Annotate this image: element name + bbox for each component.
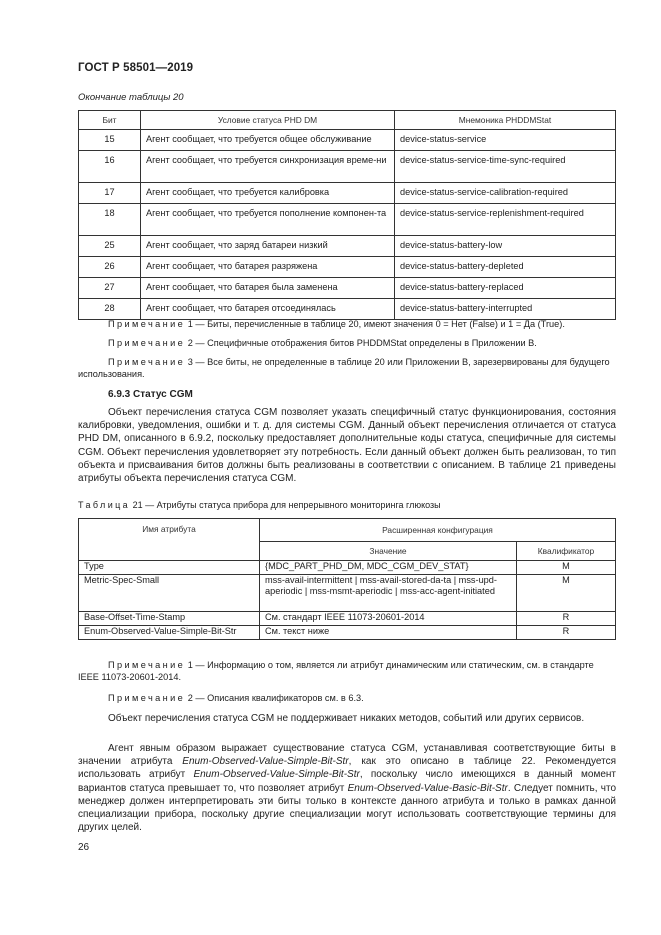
table-row — [79, 299, 616, 320]
mnemonic-cell: device-status-battery-depleted — [395, 257, 616, 278]
attribute-name-cell: Type — [79, 561, 260, 575]
note-text: 2 — Специфичные отображения битов PHDDMStat определены в Приложении B. — [185, 338, 537, 348]
table-20 — [78, 110, 616, 320]
paragraph: Объект перечисления статуса CGM не поддерживает никаких методов, событий или других сервисов. — [108, 713, 585, 724]
note-3 — [78, 356, 616, 380]
mnemonic-cell: device-status-service-time-sync-required — [395, 151, 616, 183]
column-header-extended: Расширенная конфигурация — [260, 519, 616, 542]
table-row — [79, 151, 616, 183]
column-header-mnemonic: Мнемоника PHDDMStat — [395, 111, 616, 130]
bit-cell: 26 — [79, 257, 141, 278]
value-cell: См. стандарт IEEE 11073-20601-2014 — [260, 612, 517, 626]
note-1 — [78, 318, 616, 330]
mnemonic-cell: device-status-service — [395, 130, 616, 151]
note-text: 2 — Описания квалификаторов см. в 6.3. — [185, 693, 364, 703]
mnemonic-cell: device-status-battery-low — [395, 236, 616, 257]
paragraph — [78, 742, 616, 834]
text-run: , как это описано в таблице 22. Рекомендуется использовать атрибут — [78, 756, 617, 781]
note-text: 1 — Информацию о том, является ли атрибут динамическим или статическим, см. в стандарте IEEE 11073-20601-2014. — [78, 660, 594, 682]
column-header-bit: Бит — [79, 111, 141, 130]
section-heading: 6.9.3 Статус CGM — [108, 389, 193, 400]
table-row — [79, 561, 616, 575]
text-run: Агент явным образом выражает существование статуса CGM, устанавливая соответствующие биты в значении атрибута — [78, 743, 616, 768]
note-2 — [78, 337, 616, 349]
column-header-condition: Условие статуса PHD DM — [141, 111, 395, 130]
qualifier-cell: M — [517, 561, 616, 575]
table-row — [79, 575, 616, 612]
paragraph: Объект перечисления статуса CGM позволяет указать специфичный статус функционирования, состояния калибровки, уведомления, ошибки и т. д. для системы CGM. Данный объект перечисления отличается от статуса PHD DM, описанного в 6.9.2, поскольку предоставляет дополнительные коды статуса, специфичные для системы CGM. Объект перечисления удовлетворяет эту потребность. Если данный объект должен быть реализован, то тип объекта и присваивания битов должны быть реализованы в соответствии с описанием. В таблице 21 приведены атрибуты объекта перечисления статуса CGM. — [78, 407, 616, 485]
bit-cell: 25 — [79, 236, 141, 257]
note-label: Примечание — [108, 319, 186, 329]
condition-cell: Агент сообщает, что батарея разряжена — [141, 257, 395, 278]
column-header-qualifier: Квалификатор — [517, 542, 616, 561]
table-row — [79, 278, 616, 299]
value-cell: {MDC_PART_PHD_DM, MDC_CGM_DEV_STAT} — [260, 561, 517, 575]
note-text: 1 — Биты, перечисленные в таблице 20, имеют значения 0 = Нет (False) и 1 = Да (True). — [185, 319, 565, 329]
condition-cell: Агент сообщает, что батарея отсоединялась — [141, 299, 395, 320]
bit-cell: 28 — [79, 299, 141, 320]
attribute-name-cell: Base-Offset-Time-Stamp — [79, 612, 260, 626]
page-number: 26 — [78, 842, 90, 853]
note-label: Примечание — [108, 693, 186, 703]
condition-cell: Агент сообщает, что заряд батареи низкий — [141, 236, 395, 257]
table-row — [79, 626, 616, 640]
table-header-row — [79, 111, 616, 130]
table-row — [79, 204, 616, 236]
bit-cell: 16 — [79, 151, 141, 183]
table20-caption: Окончание таблицы 20 — [78, 92, 184, 103]
note-label: Примечание — [108, 338, 186, 348]
note-label: Примечание — [108, 660, 186, 670]
note-text: 3 — Все биты, не определенные в таблице 20 или Приложении B, зарезервированы для будущего использования. — [78, 357, 610, 379]
condition-cell: Агент сообщает, что требуется синхронизация време-ни — [141, 151, 395, 183]
table-21 — [78, 518, 616, 640]
table-header-row — [79, 519, 616, 542]
bit-cell: 15 — [79, 130, 141, 151]
note-label: Примечание — [108, 357, 186, 367]
bit-cell: 18 — [79, 204, 141, 236]
text-run: , поскольку число имеющихся в данный момент вариантов статуса превышает то, что позволяет атрибут — [78, 769, 616, 794]
mnemonic-cell: device-status-service-calibration-required — [395, 183, 616, 204]
note-2 — [78, 692, 616, 704]
attribute-name-cell: Enum-Observed-Value-Simple-Bit-Str — [79, 626, 260, 640]
note-1 — [78, 659, 616, 683]
value-cell: mss-avail-intermittent | mss-avail-stored-da-ta | mss-upd-aperiodic | mss-msmt-aperiodic | mss-acc-agent-initiated — [260, 575, 517, 612]
value-cell: См. текст ниже — [260, 626, 517, 640]
qualifier-cell: M — [517, 575, 616, 612]
table-row — [79, 130, 616, 151]
table21-caption — [78, 500, 441, 510]
mnemonic-cell: device-status-battery-replaced — [395, 278, 616, 299]
condition-cell: Агент сообщает, что требуется калибровка — [141, 183, 395, 204]
condition-cell: Агент сообщает, что требуется пополнение компонен-та — [141, 204, 395, 236]
table-row — [79, 612, 616, 626]
table-caption-text: 21 — Атрибуты статуса прибора для непрерывного мониторинга глюкозы — [130, 500, 441, 510]
table-row — [79, 236, 616, 257]
table-row — [79, 257, 616, 278]
attribute-reference: Enum-Observed-Value-Simple-Bit-Str — [182, 756, 349, 768]
qualifier-cell: R — [517, 626, 616, 640]
attribute-reference: Enum-Observed-Value-Simple-Bit-Str — [193, 769, 360, 781]
qualifier-cell: R — [517, 612, 616, 626]
bit-cell: 17 — [79, 183, 141, 204]
condition-cell: Агент сообщает, что требуется общее обслуживание — [141, 130, 395, 151]
attribute-reference: Enum-Observed-Value-Basic-Bit-Str — [347, 782, 508, 794]
text-run: . Следует помнить, что менеджер должен интерпретировать эти биты только в контексте данного атрибута и только в рамках данной специализации прибора, поскольку другие специализации могут использовать соответствующие термины для других целей. — [78, 782, 616, 834]
document-header: ГОСТ Р 58501—2019 — [78, 62, 194, 74]
bit-cell: 27 — [79, 278, 141, 299]
mnemonic-cell: device-status-service-replenishment-required — [395, 204, 616, 236]
mnemonic-cell: device-status-battery-interrupted — [395, 299, 616, 320]
table-row — [79, 183, 616, 204]
table-caption-label: Таблица — [78, 500, 131, 510]
condition-cell: Агент сообщает, что батарея была заменена — [141, 278, 395, 299]
column-header-value: Значение — [260, 542, 517, 561]
column-header-name: Имя атрибута — [79, 519, 260, 561]
attribute-name-cell: Metric-Spec-Small — [79, 575, 260, 612]
